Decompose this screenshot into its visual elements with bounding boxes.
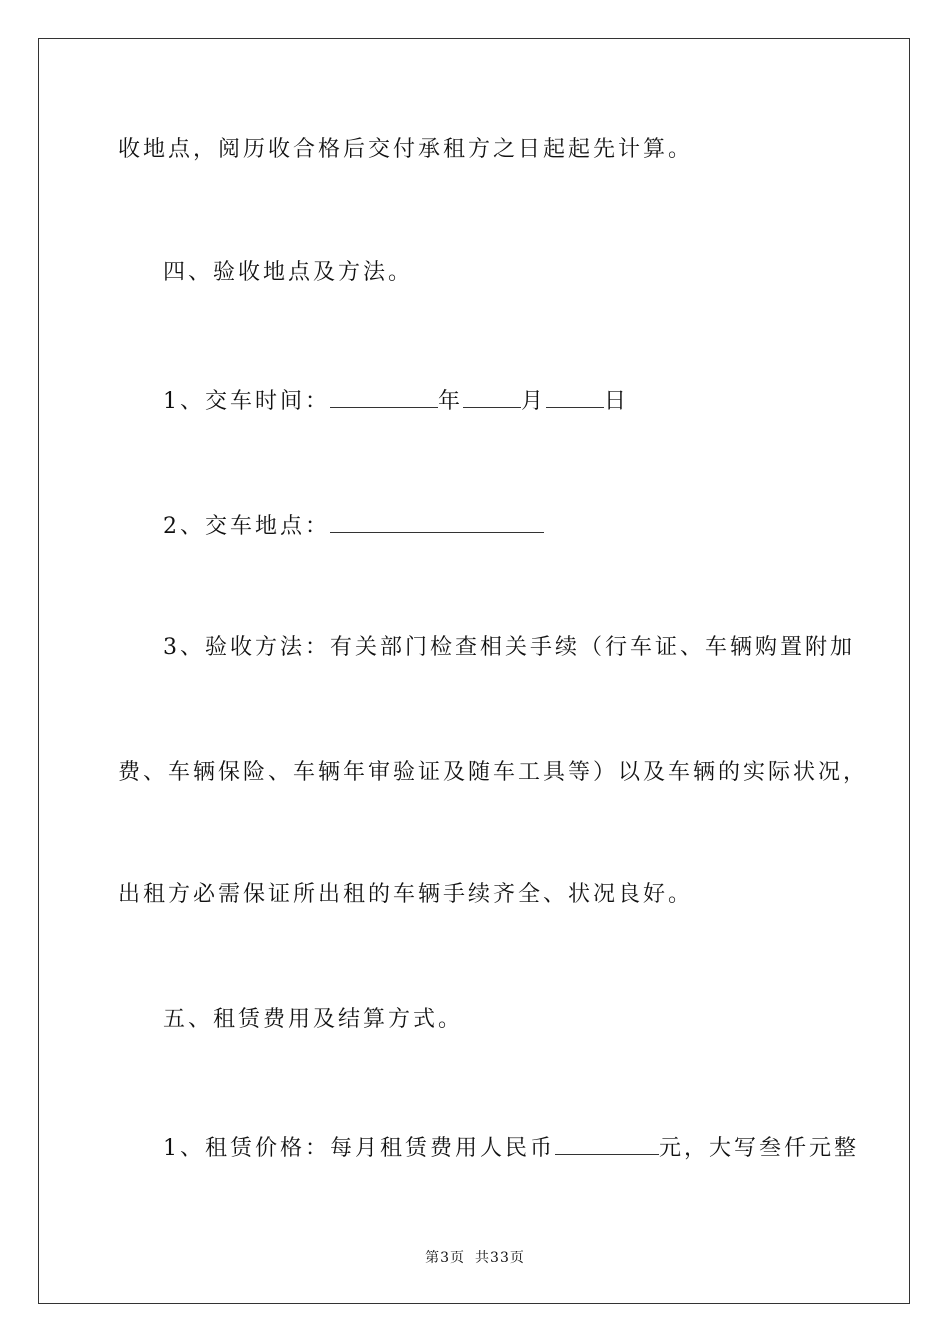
year-blank [330,383,438,408]
paragraph-line: 费、车辆保险、车辆年审验证及随车工具等）以及车辆的实际状况， [118,760,869,785]
delivery-place-line [163,508,840,542]
page-frame [38,38,910,1304]
delivery-time-label: 1、交车时间： [163,389,330,414]
paragraph-line: 3、验收方法：有关部门检查相关手续（行车证、车辆购置附加 [163,635,855,660]
month-label: 月 [521,389,547,414]
rent-price-line [163,1130,860,1164]
page-footer [0,1248,950,1268]
rent-price-suffix: 元，大写叁仟元整 [659,1136,860,1161]
place-blank [330,508,544,533]
paragraph-line: 收地点，阅历收合格后交付承租方之日起起先计算。 [118,137,694,162]
delivery-place-label: 2、交车地点： [163,514,330,539]
page-total: 共33页 [475,1250,525,1266]
paragraph-line: 出租方必需保证所出租的车辆手续齐全、状况良好。 [118,882,694,907]
amount-blank [555,1130,659,1155]
day-blank [546,383,604,408]
section-heading: 五、租赁费用及结算方式。 [163,1007,464,1032]
year-label: 年 [438,389,464,414]
page-number: 第3页 [425,1250,466,1266]
rent-price-label: 1、租赁价格：每月租赁费用人民币 [163,1136,555,1161]
delivery-time-line [163,383,840,417]
day-label: 日 [604,389,630,414]
section-heading: 四、验收地点及方法。 [163,260,414,285]
month-blank [463,383,521,408]
